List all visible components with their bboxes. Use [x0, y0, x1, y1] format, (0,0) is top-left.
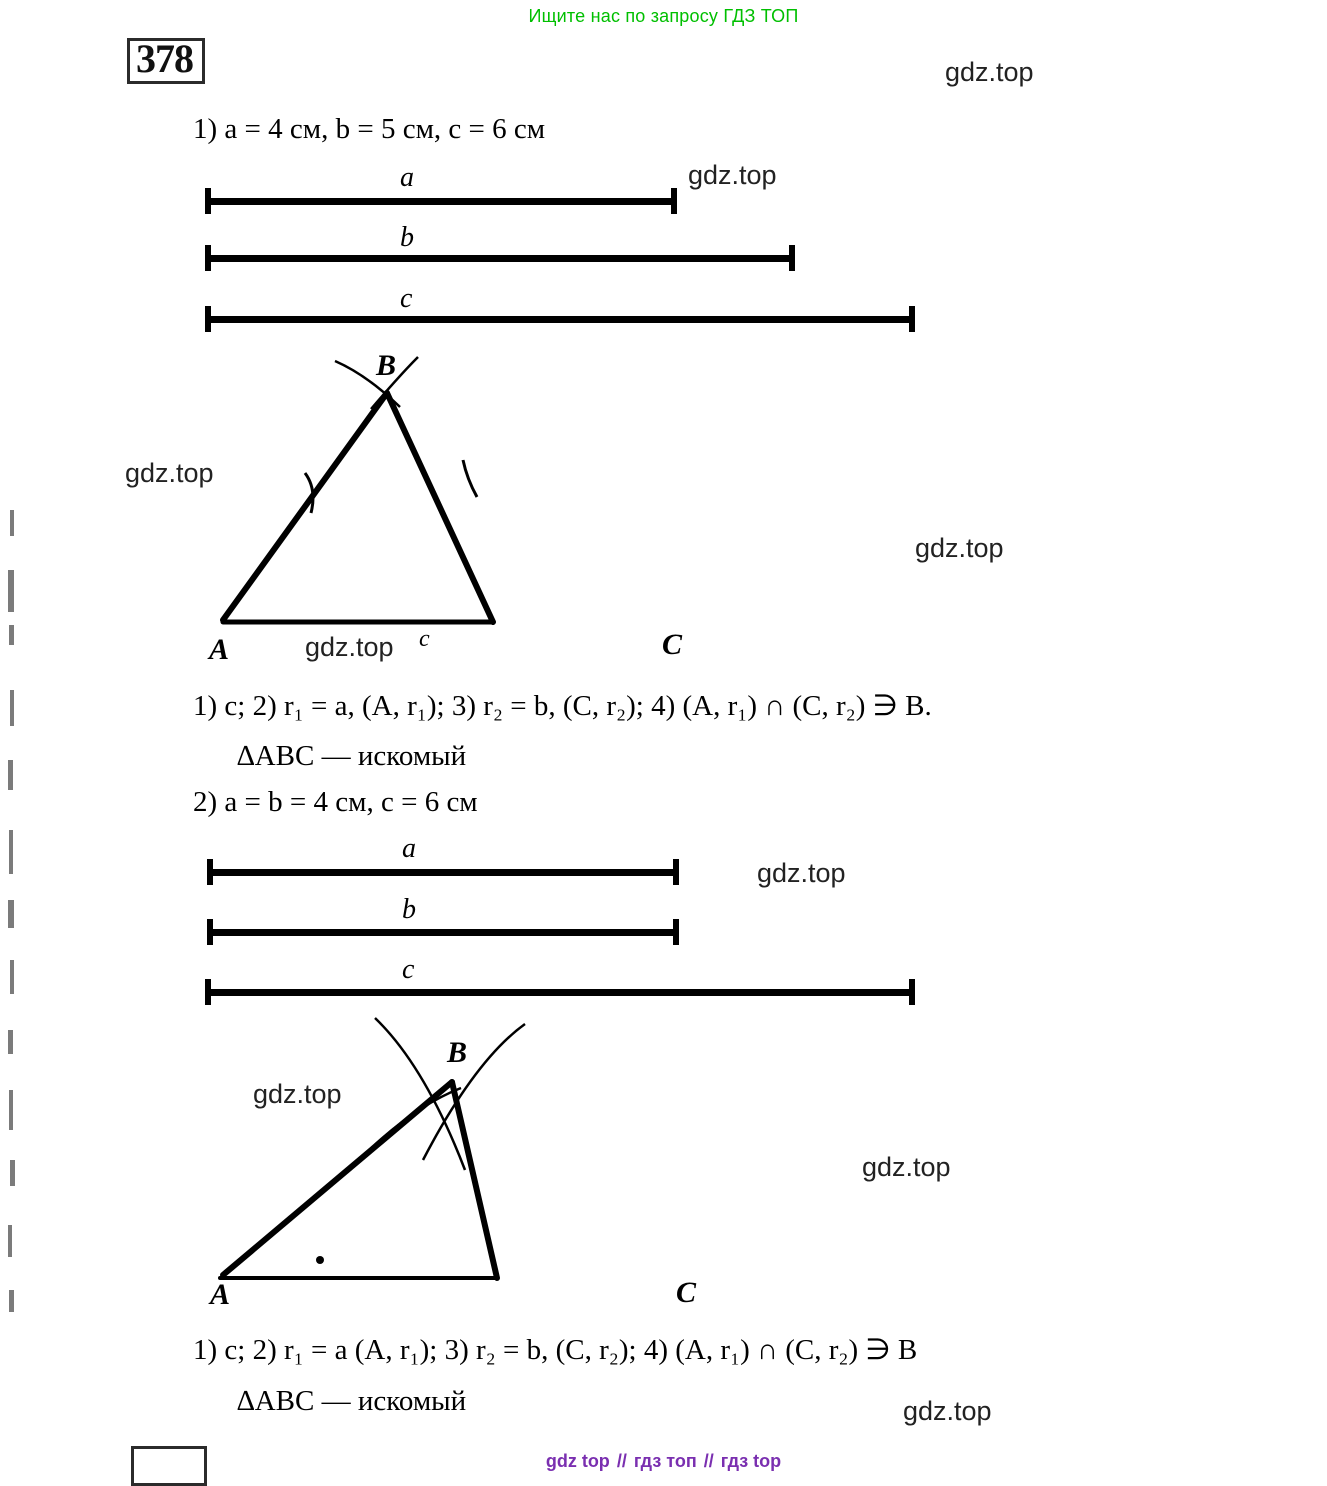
- part2-answer-line: 1) c; 2) r₁ = a (A, r₁); 3) r₂ = b, (C, r₂); 4) (A, r₁) ∩ (C, r₂) ∋ B: [193, 1334, 918, 1366]
- watermark-1: gdz.top: [688, 160, 777, 190]
- segment-c-2-tick-right: [909, 979, 915, 1005]
- segment-a-1: [205, 198, 677, 205]
- watermark-2: gdz.top: [125, 458, 214, 488]
- segment-b-2-tick-left: [207, 919, 213, 945]
- bottom-banner-sep-2: //: [703, 1451, 714, 1471]
- segment-a-1-tick-right: [671, 188, 677, 214]
- segment-a-2: [207, 869, 679, 876]
- segment-label-c-1: c: [400, 283, 413, 314]
- segment-c-1: [205, 316, 915, 323]
- part1-answer-line: 1) c; 2) r₁ = a, (A, r₁); 3) r₂ = b, (C, r₂); 4) (A, r₁) ∩ (C, r₂) ∋ B.: [193, 690, 932, 722]
- segment-a-1-tick-left: [205, 188, 211, 214]
- triangle-2-label-A: A: [210, 1278, 231, 1311]
- segment-label-c-2: c: [402, 954, 415, 985]
- watermark-5: gdz.top: [757, 858, 846, 888]
- bottom-banner-part-3: гдз top: [720, 1451, 782, 1471]
- bottom-banner: [0, 1451, 1327, 1472]
- segment-label-b-2: b: [402, 894, 416, 925]
- segment-b-2: [207, 929, 679, 936]
- watermark-0: gdz.top: [945, 57, 1034, 87]
- segment-b-1: [205, 255, 795, 262]
- triangle-1-label-A: A: [209, 633, 230, 666]
- bottom-banner-sep-1: //: [616, 1451, 627, 1471]
- segment-c-2: [205, 989, 915, 996]
- watermark-8: gdz.top: [903, 1396, 992, 1426]
- segment-c-1-tick-left: [205, 306, 211, 332]
- segment-label-b-1: b: [400, 222, 414, 253]
- segment-b-1-tick-right: [789, 245, 795, 271]
- watermark-3: gdz.top: [915, 533, 1004, 563]
- triangle-2-label-B: B: [447, 1036, 468, 1069]
- part1-conclusion: ∆ABC — искомый: [237, 740, 467, 772]
- triangle-1-side-label-c: c: [419, 626, 430, 652]
- triangle-1-label-C: C: [662, 628, 683, 661]
- part1-heading: 1) a = 4 см, b = 5 см, c = 6 см: [193, 113, 546, 145]
- bottom-banner-part-2: гдз топ: [633, 1451, 697, 1471]
- watermark-4: gdz.top: [305, 632, 394, 662]
- segment-c-1-tick-right: [909, 306, 915, 332]
- triangle-2-label-C: C: [676, 1276, 697, 1309]
- segment-a-2-tick-left: [207, 859, 213, 885]
- part2-conclusion: ∆ABC — искомый: [237, 1385, 467, 1417]
- triangle-figure-1: [175, 345, 735, 665]
- watermark-6: gdz.top: [253, 1079, 342, 1109]
- segment-label-a-2: a: [402, 833, 416, 864]
- task-number: 378: [136, 36, 193, 81]
- segment-b-1-tick-left: [205, 245, 211, 271]
- top-banner: Ищите нас по запросу ГДЗ ТОП: [528, 6, 799, 26]
- task-number-box: [127, 38, 205, 84]
- triangle-1-label-B: B: [376, 349, 397, 382]
- watermark-7: gdz.top: [862, 1152, 951, 1182]
- part2-heading: 2) a = b = 4 см, c = 6 см: [193, 786, 478, 818]
- segment-a-2-tick-right: [673, 859, 679, 885]
- scan-edge-artifacts: [0, 0, 26, 1480]
- bottom-banner-part-1: gdz top: [545, 1451, 610, 1471]
- segment-label-a-1: a: [400, 162, 414, 193]
- segment-c-2-tick-left: [205, 979, 211, 1005]
- segment-b-2-tick-right: [673, 919, 679, 945]
